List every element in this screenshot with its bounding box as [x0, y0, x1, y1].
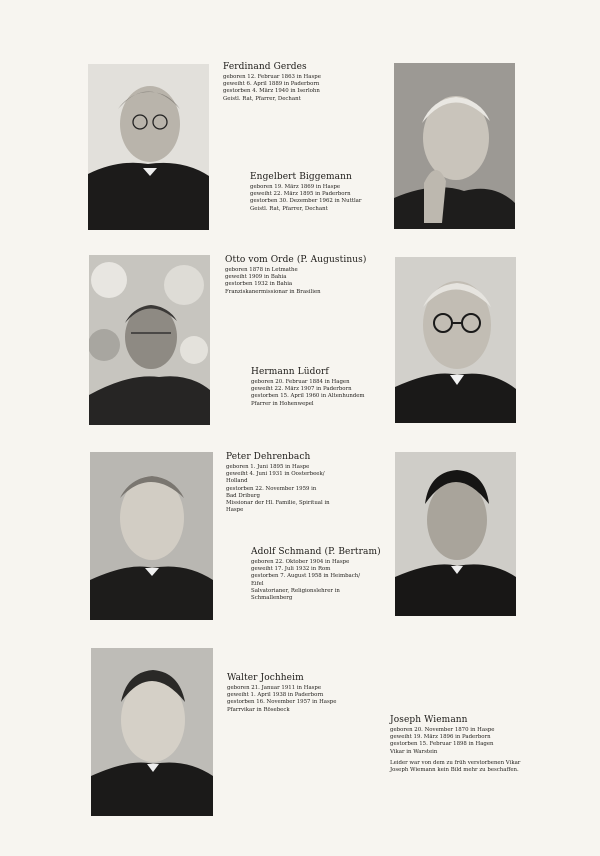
bio-line: gestorben 15. Februar 1898 in Hagen	[390, 741, 494, 748]
bio-dehrenbach	[226, 452, 386, 514]
portrait-orde	[89, 255, 210, 425]
portrait-photo-schmand	[395, 452, 516, 616]
bio-wiemann	[390, 715, 535, 774]
bio-line: Salvatorianer, Religionslehrer in	[251, 587, 340, 594]
bio-schmand	[251, 547, 391, 602]
bio-line: gestorben 22. November 1959 in	[226, 485, 317, 492]
bio-line: geboren 20. Februar 1884 in Hagen	[251, 379, 350, 385]
name-dehrenbach: Peter Dehrenbach	[226, 452, 311, 462]
bio-line: Geistl. Rat, Pfarrer, Dechant	[250, 205, 328, 212]
bio-line: geweiht 17. Juli 1932 in Rom	[251, 566, 331, 573]
bio-line: geboren 20. November 1870 in Haspe	[390, 727, 495, 733]
bio-line: Pfarrvikar in Rösebeck	[227, 706, 290, 713]
bio-line: geweiht 19. März 1896 in Paderborn	[390, 734, 491, 741]
bio-line: geweiht 22. März 1907 in Paderborn	[251, 386, 352, 393]
bio-line: Geistl. Rat, Pfarrer, Dechant	[223, 95, 301, 102]
portrait-biggemann	[394, 63, 515, 229]
portrait-jochheim	[91, 648, 213, 816]
bio-line: gestorben 16. November 1957 in Haspe	[227, 699, 337, 706]
bio-line: geweiht 4. Juni 1931 in Oosterbeek/	[226, 471, 325, 478]
name-wiemann: Joseph Wiemann	[390, 715, 468, 725]
bio-luedorf	[251, 367, 391, 408]
bio-line: Franziskanermissionar in Brasilien	[225, 288, 321, 295]
bio-orde	[225, 255, 385, 296]
bio-line: Missionar der Hl. Familie, Spiritual in	[226, 500, 330, 507]
portrait-photo-dehrenbach	[90, 452, 213, 620]
bio-jochheim	[227, 673, 387, 714]
bio-line: Eifel	[251, 580, 264, 587]
portrait-photo-luedorf	[395, 257, 516, 423]
name-luedorf: Hermann Lüdorf	[251, 367, 329, 377]
name-orde: Otto vom Orde (P. Augustinus)	[225, 255, 367, 265]
bio-line: gestorben 1932 in Bahia	[225, 281, 293, 288]
bio-gerdes	[223, 62, 383, 103]
bio-line: gestorben 15. April 1960 in Altenhundem	[251, 393, 365, 400]
bio-line: Haspe	[226, 507, 244, 514]
bio-line: Pfarrer in Hohenwepel	[251, 400, 314, 407]
bio-line: gestorben 30. Dezember 1962 in Nuttlar	[250, 198, 362, 205]
bio-line: geboren 21. Januar 1911 in Haspe	[227, 685, 322, 691]
bio-line: geweiht 22. März 1895 in Paderborn	[250, 191, 351, 198]
bio-line: geboren 19. März 1869 in Haspe	[250, 184, 341, 190]
portrait-dehrenbach	[90, 452, 213, 620]
bio-line: Schmallenberg	[251, 595, 293, 602]
bio-line: geboren 1. Juni 1895 in Haspe	[226, 464, 310, 470]
bio-note-wiemann: Leider war von dem zu früh verstorbenen Vikar Joseph Wiemann kein Bild mehr zu beschaffen.	[390, 759, 521, 774]
portrait-photo-jochheim	[91, 648, 213, 816]
bio-biggemann	[250, 172, 390, 213]
bio-line: Bad Driburg	[226, 492, 260, 499]
name-schmand: Adolf Schmand (P. Bertram)	[251, 547, 381, 557]
bio-line: geboren 1878 in Letmathe	[225, 267, 298, 273]
bio-line: geweiht 6. April 1889 in Paderborn	[223, 81, 320, 88]
name-biggemann: Engelbert Biggemann	[250, 172, 352, 182]
bio-line: geweiht 1909 in Bahia	[225, 274, 287, 281]
bio-line: Vikar in Warstein	[390, 748, 438, 755]
name-gerdes: Ferdinand Gerdes	[223, 62, 307, 72]
bio-line: gestorben 7. August 1958 in Heimbach/	[251, 573, 361, 580]
portrait-luedorf	[395, 257, 516, 423]
portrait-gerdes	[88, 64, 209, 230]
bio-line: geweiht 1. April 1938 in Paderborn	[227, 692, 324, 699]
bio-line: geboren 12. Februar 1863 in Haspe	[223, 74, 321, 80]
bio-line: Holland	[226, 478, 248, 485]
bio-line: gestorben 4. März 1940 in Iserlohn	[223, 88, 320, 95]
portrait-photo-biggemann	[394, 63, 515, 229]
portrait-schmand	[395, 452, 516, 616]
portrait-photo-orde	[89, 255, 210, 425]
portrait-photo-gerdes	[88, 64, 209, 230]
name-jochheim: Walter Jochheim	[227, 673, 304, 683]
bio-line: geboren 22. Oktober 1904 in Haspe	[251, 559, 350, 565]
